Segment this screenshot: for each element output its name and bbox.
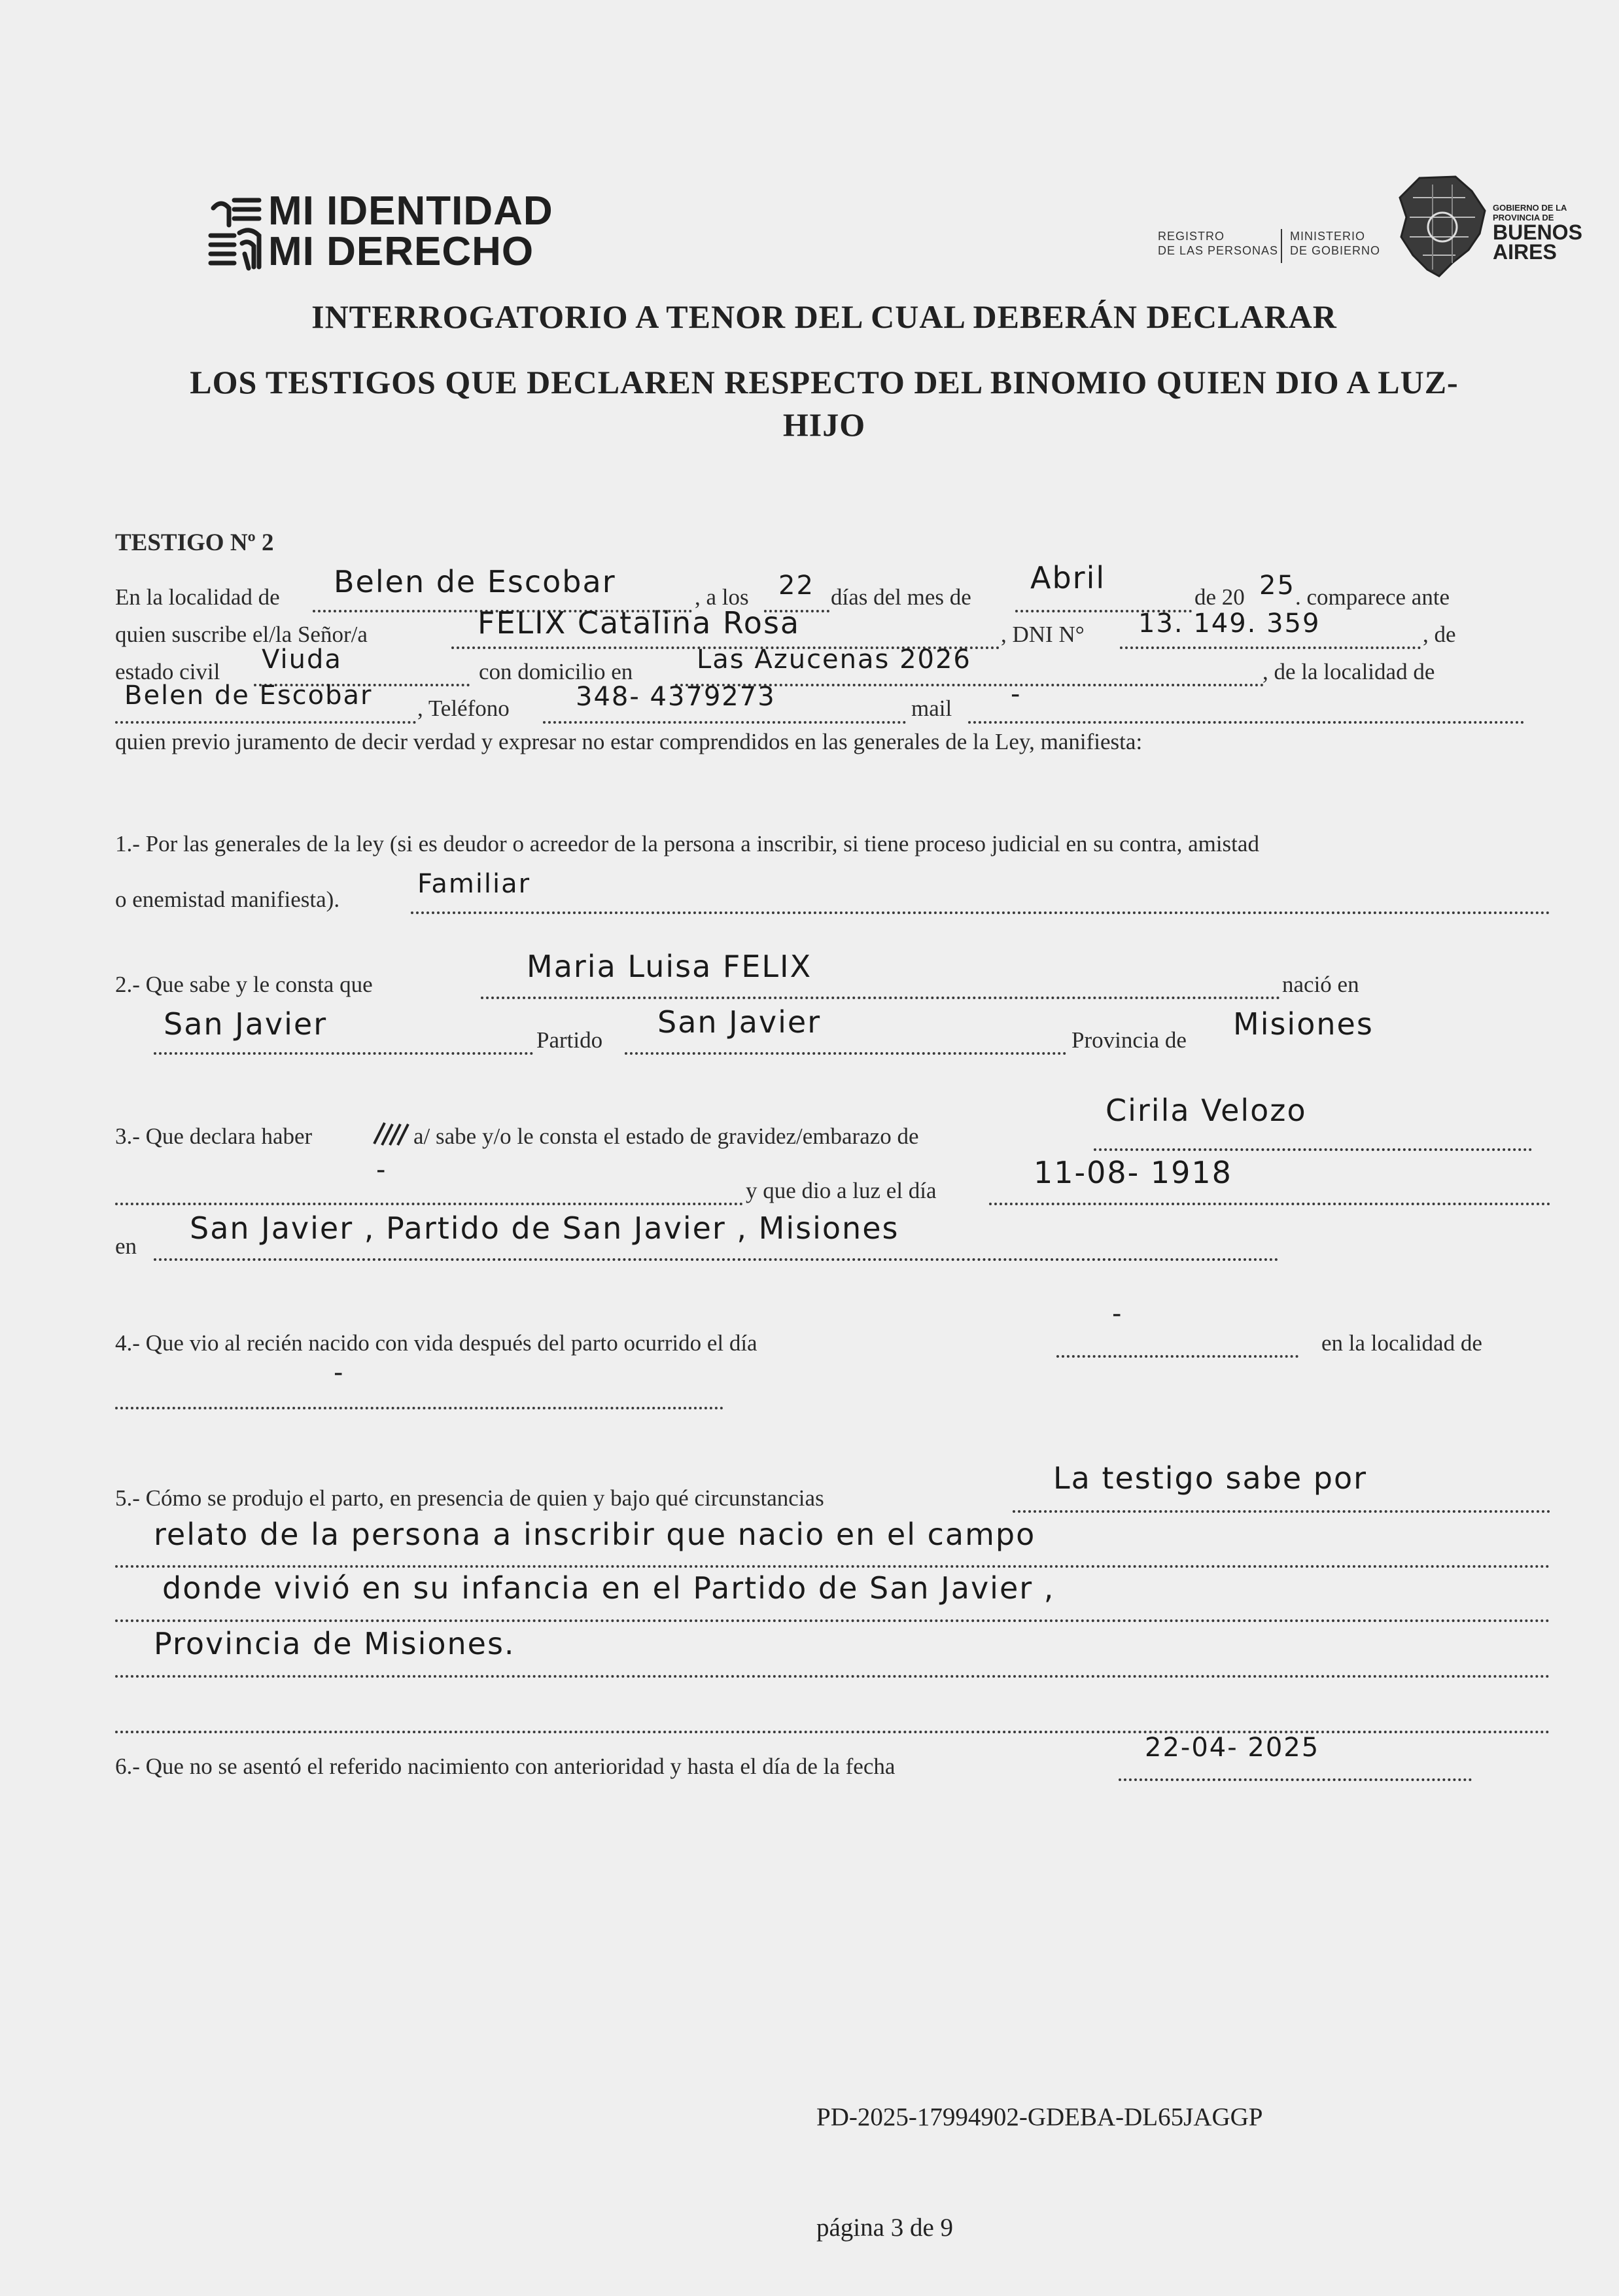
q5-line2-dots	[115, 1565, 1550, 1568]
q6-dots	[1119, 1778, 1472, 1781]
q2-nacio-label: nació en	[1282, 972, 1359, 997]
de-label: , de	[1423, 622, 1456, 647]
telefono-handwritten: 348- 4379273	[576, 682, 776, 712]
mail-dots	[968, 721, 1524, 724]
localidad-handwritten: Belen de Escobar	[334, 564, 616, 599]
dni-label: , DNI N°	[1001, 622, 1085, 647]
q3-lugar-handwritten: San Javier , Partido de San Javier , Misiones	[190, 1210, 899, 1246]
q6-handwritten: 22-04- 2025	[1145, 1733, 1320, 1763]
domicilio-label: con domicilio en	[479, 659, 633, 684]
q5-line1-dots	[1013, 1510, 1550, 1513]
q3-text-a: 3.- Que declara haber	[115, 1123, 313, 1149]
q1-text: 1.- Por las generales de la ley (si es deudor o acreedor de la persona a inscribir, si tiene proceso judicial en su contra, amistad	[115, 831, 1259, 857]
title-line-1: INTERROGATORIO A TENOR DEL CUAL DEBERÁN DECLARAR	[311, 298, 1337, 335]
q2-partido-dots	[625, 1052, 1066, 1055]
ministerio-line-1: MINISTERIO	[1290, 230, 1366, 243]
q2-lugar-dots	[154, 1052, 533, 1055]
gobierno-line-1: GOBIERNO DE LA	[1493, 203, 1567, 213]
q3-fecha-handwritten: 11-08- 1918	[1034, 1155, 1232, 1190]
estado-handwritten: Viuda	[262, 645, 342, 675]
a-los-label: , a los	[695, 584, 749, 610]
q4-dia-dots	[1056, 1355, 1298, 1358]
logo-line-1: MI IDENTIDAD	[268, 188, 553, 234]
q2-nombre-handwritten: Maria Luisa FELIX	[527, 949, 812, 984]
logo-wordmark	[268, 188, 553, 274]
registro-label	[1158, 229, 1278, 258]
anio-label: de 20	[1194, 584, 1245, 610]
q5-line5-dots	[115, 1731, 1550, 1733]
q5-text: 5.- Cómo se produjo el parto, en presencia de quien y bajo qué circunstancias	[115, 1485, 824, 1511]
telefono-label: , Teléfono	[417, 696, 510, 721]
q5-line4-handwritten: Provincia de Misiones.	[154, 1626, 515, 1661]
q4-dia-handwritten: -	[1112, 1299, 1123, 1329]
header-divider	[1281, 229, 1282, 263]
juramento-text: quien previo juramento de decir verdad y expresar no estar comprendidos en las generales de la Ley, manifiesta:	[115, 729, 1143, 754]
title-line-2: LOS TESTIGOS QUE DECLAREN RESPECTO DEL BINOMIO QUIEN DIO A LUZ-	[190, 364, 1459, 400]
registro-line-1: REGISTRO	[1158, 230, 1225, 243]
fingerprint-flag-icon	[208, 195, 262, 272]
testigo-heading: TESTIGO Nº 2	[115, 529, 274, 556]
q3-text-b: a/ sabe y/o le consta el estado de gravidez/embarazo de	[413, 1123, 919, 1149]
q3-madre-handwritten: Cirila Velozo	[1105, 1093, 1307, 1128]
q1-text-b: o enemistad manifiesta).	[115, 887, 340, 912]
q3-fecha-dots	[989, 1203, 1550, 1205]
q4-text-a: 4.- Que vio al recién nacido con vida después del parto ocurrido el día	[115, 1330, 757, 1356]
page-number: página 3 de 9	[816, 2214, 954, 2242]
q2-provincia-handwritten: Misiones	[1233, 1006, 1374, 1042]
q3-text-c: y que dio a luz el día	[746, 1178, 937, 1203]
document-id: PD-2025-17994902-GDEBA-DL65JAGGP	[816, 2103, 1263, 2131]
q4-localidad-handwritten: -	[334, 1358, 345, 1388]
localidad-de-label: , de la localidad de	[1262, 659, 1435, 684]
q3-extra-dots	[115, 1203, 743, 1205]
mail-label: mail	[911, 696, 952, 721]
registro-line-2: DE LAS PERSONAS	[1158, 244, 1279, 257]
q1-dots	[411, 911, 1550, 914]
ministerio-label	[1290, 229, 1380, 258]
gobierno-line-2: PROVINCIA DE	[1493, 213, 1554, 222]
q5-line3-dots	[115, 1619, 1550, 1622]
telefono-dots	[543, 721, 906, 724]
q2-provincia-label: Provincia de	[1071, 1027, 1187, 1053]
q4-localidad-dots	[115, 1407, 723, 1409]
q5-line2-handwritten: relato de la persona a inscribir que nacio en el campo	[154, 1517, 1036, 1552]
q2-partido-handwritten: San Javier	[657, 1004, 822, 1040]
localidad2-dots	[115, 721, 416, 724]
q3-dash-handwritten: -	[376, 1155, 387, 1185]
ministerio-line-2: DE GOBIERNO	[1290, 244, 1381, 257]
senor-label: quien suscribe el/la Señor/a	[115, 622, 368, 647]
strikeout-mark	[372, 1120, 412, 1148]
estado-civil-label: estado civil	[115, 659, 220, 684]
q5-line3-handwritten: donde vivió en su infancia en el Partido de San Javier ,	[162, 1570, 1055, 1606]
gobierno-line-3: BUENOS	[1493, 221, 1582, 244]
q2-lugar-handwritten: San Javier	[164, 1006, 328, 1042]
q4-text-b: en la localidad de	[1321, 1330, 1482, 1356]
q2-nombre-dots	[481, 997, 1280, 999]
nombre-handwritten: FELIX Catalina Rosa	[478, 605, 801, 641]
mes-handwritten: Abril	[1030, 560, 1106, 595]
logo-line-2: MI DERECHO	[268, 229, 534, 274]
domicilio-handwritten: Las Azucenas 2026	[697, 645, 971, 675]
mi-identidad-logo	[208, 188, 574, 276]
title-line-3: HIJO	[782, 406, 866, 443]
q1-handwritten: Familiar	[417, 869, 531, 899]
q5-line4-dots	[115, 1675, 1550, 1678]
comparece-label: . comparece ante	[1295, 584, 1450, 610]
anio-handwritten: 25	[1259, 571, 1295, 601]
mail-handwritten: -	[1011, 679, 1022, 709]
gobierno-label	[1493, 203, 1582, 262]
q3-madre-dots	[1094, 1148, 1532, 1151]
province-map-seal-icon	[1393, 171, 1491, 283]
dias-mes-label: días del mes de	[831, 584, 971, 610]
q3-text-d: en	[115, 1233, 137, 1259]
q2-partido-label: Partido	[536, 1027, 603, 1053]
localidad-label: En la localidad de	[115, 584, 280, 610]
q5-line1-handwritten: La testigo sabe por	[1053, 1460, 1368, 1496]
q2-text: 2.- Que sabe y le consta que	[115, 972, 373, 997]
dni-dots	[1120, 646, 1421, 649]
q6-text: 6.- Que no se asentó el referido nacimiento con anterioridad y hasta el día de la fecha	[115, 1754, 896, 1779]
dias-handwritten: 22	[778, 571, 814, 601]
gobierno-line-4: AIRES	[1493, 240, 1557, 264]
localidad2-handwritten: Belen de Escobar	[124, 680, 373, 711]
q3-lugar-dots	[154, 1258, 1279, 1261]
dni-handwritten: 13. 149. 359	[1138, 609, 1321, 639]
